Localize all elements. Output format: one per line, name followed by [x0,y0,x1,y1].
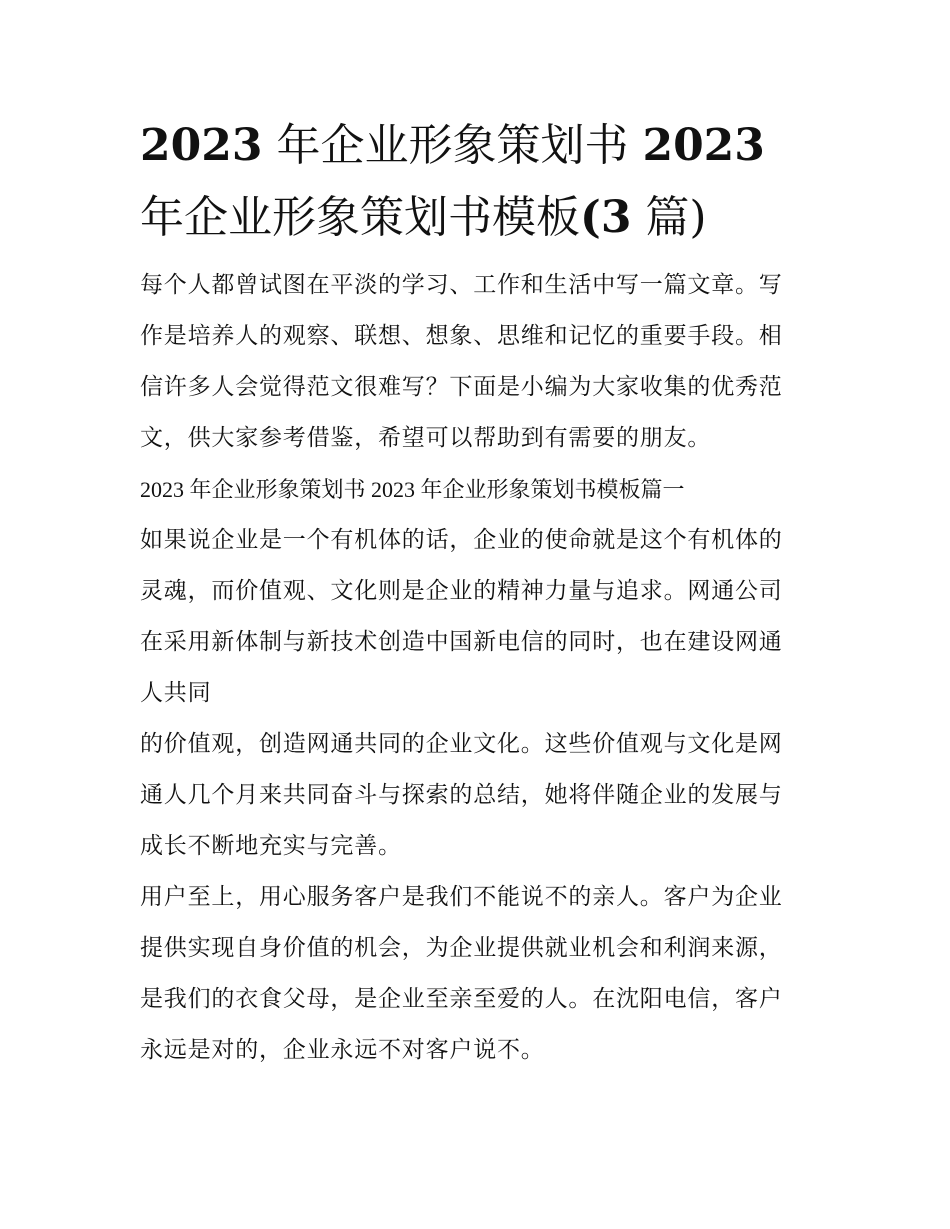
body-line: 信许多人会觉得范文很难写？下面是小编为大家收集的优秀范 [140,374,783,400]
body-line: 用户至上，用心服务客户是我们不能说不的亲人。客户为企业 [140,884,783,910]
body-line: 的价值观，创造网通共同的企业文化。这些价值观与文化是网 [140,731,783,757]
body-line: 在采用新体制与新技术创造中国新电信的同时，也在建设网通 [140,629,783,655]
body-line: 是我们的衣食父母，是企业至亲至爱的人。在沈阳电信，客户 [140,986,783,1012]
body-line: 通人几个月来共同奋斗与探索的总结，她将伴随企业的发展与 [140,782,783,808]
body-line: 提供实现自身价值的机会，为企业提供就业机会和利润来源， [140,935,783,961]
document-body [140,260,816,1076]
body-line: 每个人都曾试图在平淡的学习、工作和生活中写一篇文章。写 [140,272,783,298]
title-count: (3 [580,192,632,243]
section-heading: 2023 年企业形象策划书 2023 年企业形象策划书模板篇一 [140,477,685,502]
body-line: 永远是对的，企业永远不对客户说不。 [140,1037,545,1063]
title-year: 2023 [140,120,263,171]
title-line-1 [140,110,816,182]
title-line-2 [140,182,816,254]
body-line: 文，供大家参考借鉴，希望可以帮助到有需要的朋友。 [140,425,712,451]
document-page [140,110,816,1076]
body-line: 作是培养人的观察、联想、想象、思维和记忆的重要手段。相 [140,323,783,349]
title-text: 篇) [631,192,707,243]
document-title [140,110,816,254]
body-line: 成长不断地充实与完善。 [140,833,402,859]
body-line: 如果说企业是一个有机体的话，企业的使命就是这个有机体的 [140,527,783,553]
body-line: 人共同 [140,680,212,706]
title-text: 年企业形象策划书 [262,120,643,171]
title-text: 年企业形象策划书模板 [140,192,580,243]
body-line: 灵魂，而价值观、文化则是企业的精神力量与追求。网通公司 [140,578,783,604]
title-year: 2023 [642,120,765,171]
